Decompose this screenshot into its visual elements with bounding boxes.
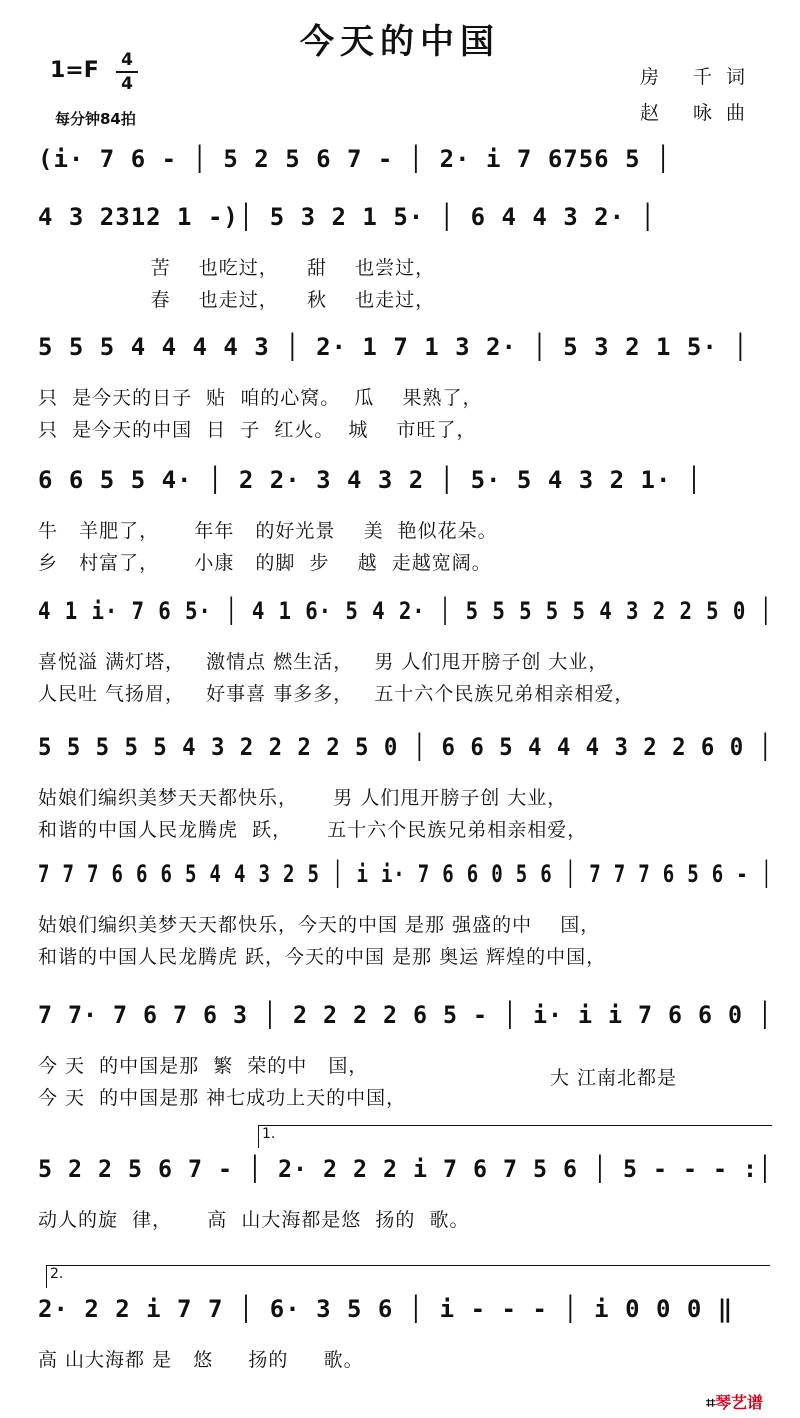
lyric-line: 只 是今天的中国 日 子 红火。 城 市旺了，: [38, 419, 477, 441]
notation-line: [38, 466, 788, 510]
lyric-line: 苦 也吃过， 甜 也尝过，: [38, 257, 436, 279]
note-sequence: 7 7· 7 6 7 6 3 │ 2 2 2 2 6 5 - │ i· i i 7 6 6 0 │: [38, 1001, 773, 1029]
notation-line: [38, 1126, 788, 1199]
lyricist-credit: 房 千词: [640, 66, 760, 88]
composer-credit: 赵 咏曲: [640, 102, 760, 124]
note-sequence: 4 3 2312 1 -)│ 5 3 2 1 5· │ 6 4 4 3 2· │: [38, 203, 656, 231]
lyric-line: 乡 村富了， 小康 的脚 步 越 走越宽阔。: [38, 552, 492, 574]
note-sequence: 7 7 7 6 6 6 5 4 4 3 2 5 │ i i· 7 6 6 0 5 6 │ 7 7 7 6 5 6 - │: [38, 860, 773, 888]
notation-line: [38, 860, 788, 904]
lyric-line: 今 天 的中国是那 神七成功上天的中国，: [38, 1087, 407, 1109]
tempo-marking: 每分钟84拍: [55, 110, 136, 128]
lyric-line: 只 是今天的日子 贴 咱的心窝。 瓜 果熟了，: [38, 387, 483, 409]
lyric-line: 姑娘们编织美梦天天都快乐， 男 人们甩开膀子创 大业，: [38, 787, 568, 809]
logo-text: 琴艺谱: [715, 1393, 764, 1412]
watermark-logo: ⌗琴艺谱: [706, 1393, 764, 1412]
lyric-line: 高 山大海都 是 悠 扬的 歌。: [38, 1349, 364, 1371]
note-sequence: (i· 7 6 - │ 5 2 5 6 7 - │ 2· i 7 6756 5 │: [38, 145, 672, 173]
lyric-continuation: 大 江南北都是: [550, 1067, 678, 1089]
note-sequence: 2· 2 2 i 7 7 │ 6· 3 5 6 │ i - - - │ i 0 0 0 ‖: [38, 1295, 734, 1323]
note-sequence: 5 5 5 5 5 4 3 2 2 2 2 5 0 │ 6 6 5 4 4 4 3 2 2 6 0 │: [38, 733, 773, 761]
notation-line: [38, 1266, 788, 1339]
lyric-line: 春 也走过， 秋 也走过，: [38, 289, 436, 311]
notation-line: [38, 333, 788, 377]
note-sequence: 6 6 5 5 4· │ 2 2· 3 4 3 2 │ 5· 5 4 3 2 1· │: [38, 466, 703, 494]
lyric-line: 动人的旋 律， 高 山大海都是悠 扬的 歌。: [38, 1209, 470, 1231]
lyric-line: 人民吐 气扬眉， 好事喜 事多多， 五十六个民族兄弟相亲相爱，: [38, 683, 635, 705]
lyric-line: 和谐的中国人民龙腾虎 跃，今天的中国 是那 奥运 辉煌的中国，: [38, 946, 607, 968]
notes-text: [38, 333, 788, 377]
notes-text: [38, 203, 788, 247]
notes-text: [38, 733, 788, 777]
note-sequence: 5 2 2 5 6 7 - │ 2· 2 2 2 i 7 6 7 5 6 │ 5 - - - :│: [38, 1155, 773, 1183]
time-bar: [116, 71, 138, 73]
song-title: 今天的中国: [300, 22, 500, 62]
notation-line: [38, 203, 788, 247]
note-sequence: 4 1 i· 7 6 5· │ 4 1 6· 5 4 2· │ 5 5 5 5 5 4 3 2 2 5 0 │: [38, 597, 773, 625]
volta-bracket: 1.: [258, 1125, 772, 1148]
notation-line: [38, 597, 788, 641]
notation-line: [38, 145, 788, 189]
lyric-line: 姑娘们编织美梦天天都快乐，今天的中国 是那 强盛的中 国，: [38, 914, 601, 936]
notes-text: [38, 466, 788, 510]
notes-text: [38, 1155, 788, 1199]
notes-text: [38, 597, 788, 641]
volta-bracket: 2.: [46, 1265, 770, 1288]
lyric-line: 喜悦溢 满灯塔， 激情点 燃生活， 男 人们甩开膀子创 大业，: [38, 651, 609, 673]
key-signature: 1=F: [50, 58, 99, 83]
notes-text: [38, 860, 788, 904]
note-sequence: 5 5 5 4 4 4 4 3 │ 2· 1 7 1 3 2· │ 5 3 2 1 5· │: [38, 333, 749, 361]
notes-text: [38, 1295, 788, 1339]
notes-text: [38, 145, 788, 189]
notes-text: [38, 1001, 788, 1045]
lyric-line: 和谐的中国人民龙腾虎 跃， 五十六个民族兄弟相亲相爱，: [38, 819, 588, 841]
time-top: 4: [121, 50, 133, 70]
lyric-line: 今 天 的中国是那 繁 荣的中 国，: [38, 1055, 369, 1077]
notation-line: [38, 733, 788, 777]
time-bottom: 4: [121, 74, 133, 94]
notation-line: [38, 1001, 788, 1045]
lyric-line: 牛 羊肥了， 年年 的好光景 美 艳似花朵。: [38, 520, 498, 542]
time-signature: [116, 50, 138, 94]
